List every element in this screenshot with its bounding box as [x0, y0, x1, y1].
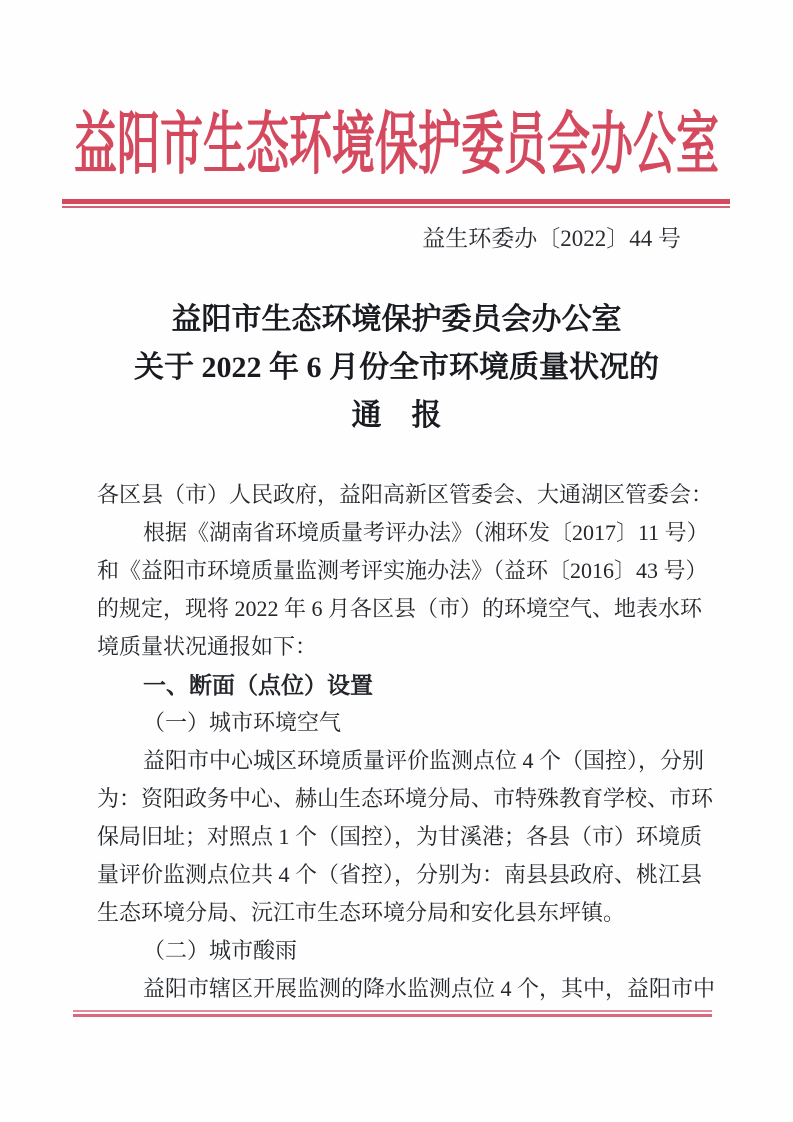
- title-line-2: 关于 2022 年 6 月份全市环境质量状况的: [134, 351, 659, 384]
- body-line: 的规定，现将 2022 年 6 月各区县（市）的环境空气、地表水环: [97, 596, 703, 621]
- body-line: 各区县（市）人民政府，益阳高新区管委会、大通湖区管委会：: [97, 482, 714, 507]
- body-line: （二）城市酸雨: [143, 938, 298, 963]
- body-line: 保局旧址；对照点 1 个（国控），为甘溪港；各县（市）环境质: [97, 824, 703, 849]
- document-number: 益生环委办〔2022〕44 号: [422, 226, 681, 251]
- body-line: 益阳市辖区开展监测的降水监测点位 4 个，其中，益阳市中: [143, 976, 716, 1001]
- body-line: 一、断面（点位）设置: [143, 672, 373, 698]
- body-line: 生态环境分局、沅江市生态环境分局和安化县东坪镇。: [97, 900, 626, 925]
- body-line: 量评价监测点位共 4 个（省控），分别为：南县县政府、桃江县: [97, 862, 703, 887]
- page-bottom-divider-thin-line: [73, 1010, 712, 1012]
- body-line: 境质量状况通报如下：: [97, 634, 318, 659]
- letterhead-divider: [62, 199, 730, 208]
- body-line: 根据《湖南省环境质量考评办法》（湘环发〔2017〕11 号）: [143, 520, 709, 545]
- body-line: 为：资阳政务中心、赫山生态环境分局、市特殊教育学校、市环: [97, 786, 714, 811]
- title-line-3: 通 报: [351, 399, 442, 432]
- page-bottom-divider-thick-line: [73, 1014, 712, 1017]
- document-title: [0, 296, 793, 440]
- letterhead-divider-thin-line: [62, 206, 730, 208]
- letterhead-divider-thick-line: [62, 199, 730, 204]
- body-line: 益阳市中心城区环境质量评价监测点位 4 个（国控），分别: [143, 748, 705, 773]
- letterhead-org-name: 益阳市生态环境保护委员会办公室: [74, 108, 719, 184]
- title-line-1: 益阳市生态环境保护委员会办公室: [171, 303, 622, 336]
- document-body: [97, 476, 715, 1008]
- body-line: 和《益阳市环境质量监测考评实施办法》（益环〔2016〕43 号）: [97, 558, 708, 583]
- page-bottom-divider: [73, 1010, 712, 1017]
- body-line: （一）城市环境空气: [143, 710, 342, 735]
